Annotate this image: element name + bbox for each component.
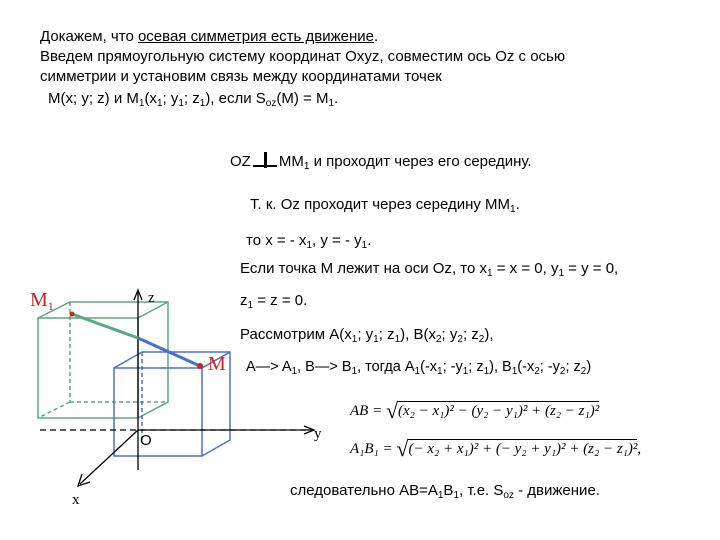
label-m: M [208, 353, 226, 375]
equation-line-1: то x = - $x_1$, y = - $y_1$. [246, 232, 372, 251]
green-hidden-edge-3 [38, 402, 70, 418]
formula-ab-body: (x₂ − x₁)² − (y₂ − y₁)² + (z₂ − z₁)² [398, 403, 600, 419]
label-y: y [314, 426, 322, 442]
formula-comma: , [637, 441, 642, 457]
label-origin: O [140, 432, 152, 449]
formula-ab-lhs: AB = [350, 403, 383, 419]
consider-line: Рассмотрим $A(x_1$; $y_1$; $z_1$), $B(x_2$; $y_2$; $z_2$), [240, 326, 494, 345]
intro-period: . [374, 28, 379, 45]
label-z: z [148, 290, 155, 306]
intro-line-4: M(x; y; z) и $M_1(x_1$; $y_1$; $z_1$), если $S_{oz}(M) = M_1$. [48, 90, 339, 109]
mapping-line: A—> $A_1$, B—> $B_1$, тогда $A_1(-x_1$; $-y_1$; $z_1$), $B_1(-x_2$; $-y_2$; $z_2$) [246, 359, 592, 377]
conclusion-line: следовательно $AB=A_1B_1$, т.е. $S_{oz}$ - движение. [290, 482, 600, 501]
blue-front-face [114, 368, 202, 456]
formula-a1b1-lhs: A₁B₁ = [350, 441, 393, 457]
label-x: x [72, 492, 80, 508]
x-axis [80, 430, 138, 484]
axis-case-line-1: Если точка M лежит на оси Oz, то $x_1 = x = 0$, $y_1 = y = 0$, [240, 260, 619, 279]
label-m1: $M_1$ [30, 289, 54, 313]
axis-case-line-2: $z_1 = z = 0$. [240, 292, 308, 311]
green-back-edges [38, 302, 168, 418]
sqrt-icon: √ [396, 436, 409, 461]
intro-line-2: Введем прямоугольную систему координат Oxyz, совместим ось Oz с осью [40, 48, 566, 65]
since-statement: Т. к. Oz проходит через середину $MM_1$. [250, 196, 520, 215]
intro-line-3: симметрии и установим связь между координатами точек [40, 68, 442, 85]
intro-underlined-claim: осевая симметрия есть движение [137, 28, 374, 45]
sqrt-icon: √ [385, 398, 399, 423]
intro-text: Докажем, что [40, 28, 138, 45]
green-parallelepiped [38, 302, 168, 418]
formula-a1b1-body: (− x₂ + x₁)² + (− y₂ + y₁)² + (z₂ − z₁)² [408, 441, 638, 457]
point-m1 [70, 312, 75, 317]
perpendicular-statement: OZ $MM_1$ и проходит через его середину. [230, 153, 532, 172]
point-m [197, 363, 203, 369]
